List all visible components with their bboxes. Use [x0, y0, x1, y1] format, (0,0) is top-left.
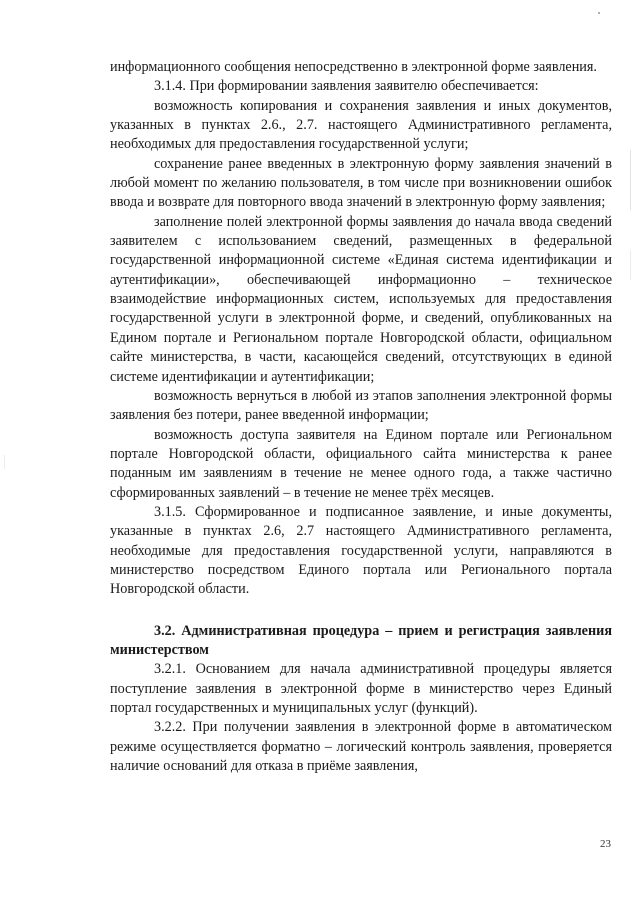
paragraph-continuation: информационного сообщения непосредственно в электронной форме заявления.	[110, 59, 597, 75]
paragraph-clause-3-2-2: 3.2.2. При получении заявления в электронной форме в автоматическом режиме осуществляется форматно – логический контроль заявления, проверяется наличие оснований для отказа в приёме заявления,	[110, 719, 612, 775]
scan-artifact	[630, 150, 631, 210]
section-heading-3-2: 3.2. Административная процедура – прием и регистрация заявления министерством	[110, 622, 612, 658]
paragraph-return-step: возможность вернуться в любой из этапов заполнения электронной формы заявления без потери, ранее введенной информации;	[110, 387, 612, 424]
paragraph-clause-3-1-4: 3.1.4. При формировании заявления заявителю обеспечивается:	[154, 78, 539, 95]
paragraph-clause-3-1-5: 3.1.5. Сформированное и подписанное заявление, и иные документы, указанные в пунктах 2.6, 2.7 настоящего Административного регламента, необходимые для предоставления государственной услуги, направляются в министерство посредством Единого портала или Регионального портала Новгородской области.	[110, 503, 612, 598]
paragraph-clause-3-2-1: 3.2.1. Основанием для начала административной процедуры является поступление заявления в электронной форме в министерство через Единый портал государственных и муниципальных услуг (функций).	[110, 661, 612, 716]
scan-artifact	[630, 250, 631, 280]
scan-artifact	[598, 12, 600, 14]
paragraph-autofill: заполнение полей электронной формы заявления до начала ввода сведений заявителем с использованием сведений, размещенных в федеральной государственной информационной системе «Единая система идентификации и аутентификации», обеспечивающей информационно – техническое взаимодействие информационных систем, используемых для предоставления государственной услуги в электронной форме, и сведений, опубликованных на Едином портале и Региональном портале Новгородской области, официальном сайте министерства, в части, касающейся сведений, отсутствующих в единой системе идентификации и аутентификации;	[110, 213, 612, 385]
scan-artifact	[4, 455, 5, 469]
document-body	[110, 58, 612, 776]
paragraph-copy-save: возможность копирования и сохранения заявления и иных документов, указанных в пунктах 2.6., 2.7. настоящего Административного регламента, необходимых для предоставления государственной услуги;	[110, 97, 612, 153]
paragraph-access-history: возможность доступа заявителя на Едином портале или Региональном портале Новгородской области, официального сайта министерства к ранее поданным им заявлениям в течение не менее одного года, а также частично сформированных заявлений – в течение не менее трёх месяцев.	[110, 426, 612, 501]
page-number: 23	[600, 838, 611, 850]
paragraph-save-values: сохранение ранее введенных в электронную форму заявления значений в любой момент по желанию пользователя, в том числе при возникновении ошибок ввода и возврате для повторного ввода значений в электронную форму заявления;	[110, 155, 612, 211]
